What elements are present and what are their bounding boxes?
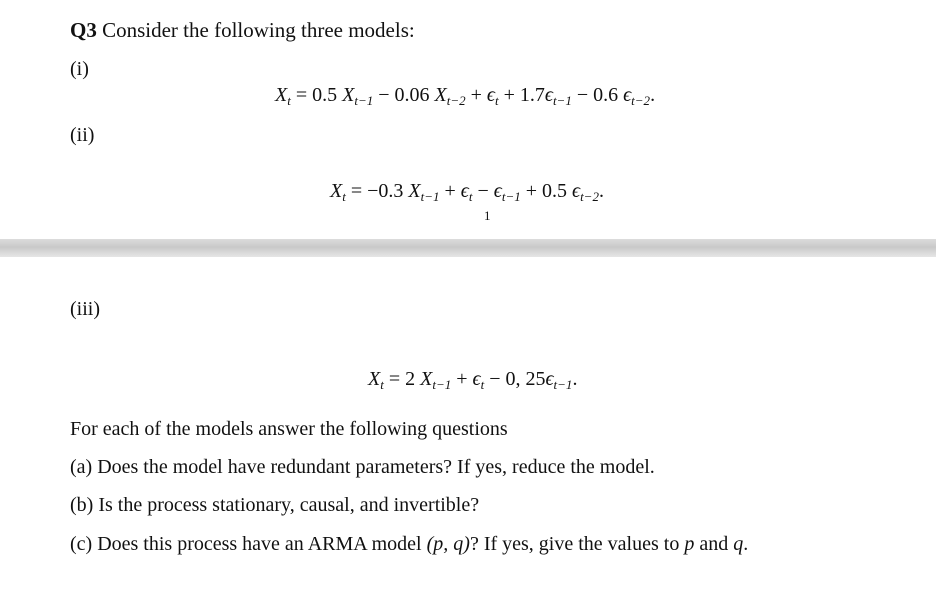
model-1-equation: $X_t = 0.5$ $X_{t-1} - 0.06$ $X_{t-2} + \epsilon_t + 1.7\epsilon_{t-1} - 0.6$ $\epsilon_{t-2}$. [275, 84, 656, 108]
model-3-equation: $X_t = 2$ $X_{t-1} + \epsilon_t - 0$, $25\epsilon_{t-1}$. [368, 368, 578, 392]
question-heading [70, 18, 415, 43]
question-a: (a) Does the model have redundant parameters? If yes, reduce the model. [70, 456, 655, 478]
question-c: (c) Does this process have an ARMA model (p, q)? If yes, give the values to p and q. [70, 533, 749, 555]
instructions-lead: For each of the models answer the following questions [70, 418, 508, 440]
model-2-label: (ii) [70, 124, 95, 146]
page-divider [0, 239, 936, 257]
page-number: 1 [484, 208, 491, 223]
question-b: (b) Is the process stationary, causal, and invertible? [70, 494, 480, 516]
model-1-label: (i) [70, 58, 89, 80]
question-intro: Consider the following three models: [102, 18, 415, 42]
model-2-equation: $X_t = -0.3$ $X_{t-1} + \epsilon_t - \epsilon_{t-1} + 0.5$ $\epsilon_{t-2}$. [330, 180, 604, 204]
model-3-label: (iii) [70, 298, 100, 320]
question-number: Q3 [70, 18, 97, 42]
